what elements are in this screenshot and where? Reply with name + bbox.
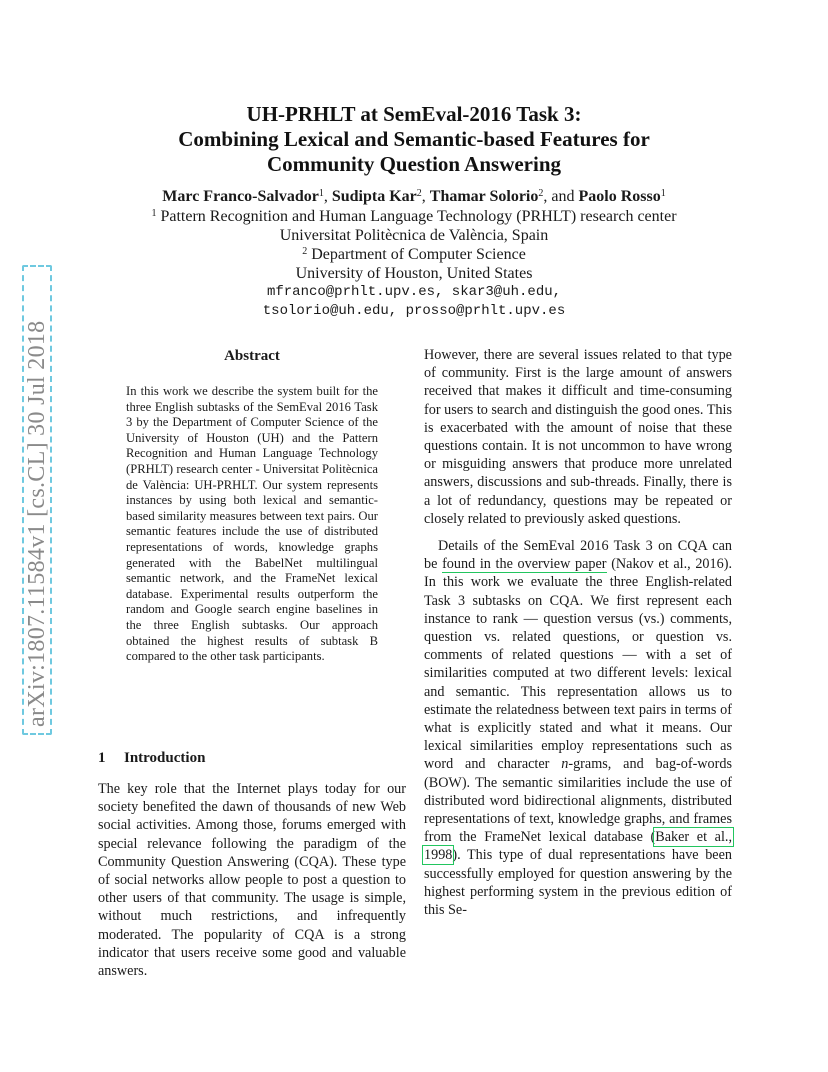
author-name: Paolo Rosso (578, 188, 661, 205)
abstract-heading: Abstract (224, 348, 280, 364)
paragraph-text: ). This type of dual representations have been successfully employed for question answering by the highest performing system in the previous edition of this Se- (424, 847, 732, 919)
author-affil-mark: 1 (318, 188, 324, 199)
affiliation-text: Pattern Recognition and Human Language Technology (PRHLT) research center (160, 208, 677, 225)
section-number: 1 (98, 750, 106, 766)
abstract-body: In this work we describe the system built for the three English subtasks of the SemEval 2016 Task 3 by the Department of Computer Science of the University of Houston (UH) and the Pattern Recognition and Human Language Technology (PRHLT) research center - Universitat Politècnica de València: UH-PRHLT. Our system represents instances by using both lexical and semantic-based similarity measures between text pairs. Our semantic features include the use of distributed representations of words, knowledge graphs generated with the BabelNet multilingual semantic network, and the FrameNet lexical database. Experimental results outperform the random and Google search engine baselines in the three English subtasks. Our approach obtained the highest results of subtask B compared to the other task participants. (126, 384, 378, 664)
author-conjunction: and (551, 188, 575, 205)
affiliation-2 (0, 245, 828, 264)
author-name: Sudipta Kar (331, 188, 417, 205)
section-title: Introduction (124, 750, 206, 766)
title-line-2: Combining Lexical and Semantic-based Features for (178, 127, 650, 151)
citation-link-baker[interactable]: Baker et al., 1998 (424, 829, 733, 864)
affiliation-mark: 1 (151, 208, 157, 219)
author-affil-mark: 2 (538, 188, 544, 199)
right-column (424, 346, 732, 919)
author-name: Thamar Solorio (429, 188, 539, 205)
italic-n: n (561, 756, 569, 773)
paper-title (0, 102, 828, 177)
arxiv-stamp: arXiv:1807.11584v1 [cs.CL] 30 Jul 2018 (22, 265, 52, 735)
affiliation-mark: 2 (302, 246, 308, 257)
author-affil-mark: 2 (416, 188, 422, 199)
author-block (0, 186, 828, 321)
affiliation-2-location: University of Houston, United States (295, 265, 533, 282)
introduction-paragraph (98, 780, 406, 980)
paragraph-text: (Nakov et al., 2016). In this work we evaluate the three English-related Task 3 subtasks on CQA. We first represent each instance to rank — question versus (vs.) comments, question vs. related questions, or question vs. comments of related questions — with a set of similarities computed at two different levels: lexical and semantic. This representation allows us to estimate the relatedness between text pairs in terms of what is explicitly stated and what it means. Our lexical similarities employ representations such as word and character (424, 556, 732, 773)
affiliation-1 (0, 207, 828, 226)
section-heading-introduction (98, 748, 205, 768)
left-column (98, 346, 406, 665)
email-line-2[interactable]: tsolorio@uh.edu, prosso@prhlt.upv.es (262, 303, 566, 319)
introduction-text: The key role that the Internet plays today for our society benefited the dawn of thousands of new Web social activities. Among those, forums emerged with special relevance following the paradigm of the Community Question Answering (CQA). These type of social networks allow people to post a question to other users of that community. The usage is simple, without much restrictions, and infrequently moderated. The popularity of CQA is a strong indicator that users receive some good and valuable answers. (98, 781, 406, 980)
right-paragraph-1: However, there are several issues related to that type of community. First is the large amount of answers received that makes it difficult and time-consuming for users to search and distinguish the good ones. This is exacerbated with the amount of noise that these questions contain. It is not uncommon to have wrong or misguiding answers that produce more unrelated answers, discussions and sub-threads. Finally, there is a lot of redundancy, questions may be repeated or closely related to previously asked questions. (424, 347, 732, 527)
paragraph-text: -grams, and bag-of-words (BOW). The semantic similarities include the use of distributed word bidirectional alignments, distributed representations of text, knowledge graphs, and frames from the FrameNet lexical database ( (424, 756, 732, 846)
title-line-3: Community Question Answering (266, 152, 562, 176)
author-list: Marc Franco-Salvador$^1$, Sudipta Kar$^2$, Thamar Solorio$^2$, and Paolo Rosso$^1$ (162, 188, 666, 205)
right-paragraph-2 (424, 537, 732, 919)
author-name: Marc Franco-Salvador (162, 188, 319, 205)
overview-paper-link[interactable]: found in the overview paper (442, 556, 607, 573)
paragraph-text: Details of the SemEval 2016 Task 3 on CQA can be (424, 538, 732, 573)
affiliation-1-location: Universitat Politècnica de València, Spain (279, 227, 549, 244)
email-line-1[interactable]: mfranco@prhlt.upv.es, skar3@uh.edu, (266, 284, 562, 300)
author-affil-mark: 1 (660, 188, 666, 199)
affiliation-text: Department of Computer Science (311, 246, 526, 263)
title-line-1: UH-PRHLT at SemEval-2016 Task 3: (246, 102, 582, 126)
